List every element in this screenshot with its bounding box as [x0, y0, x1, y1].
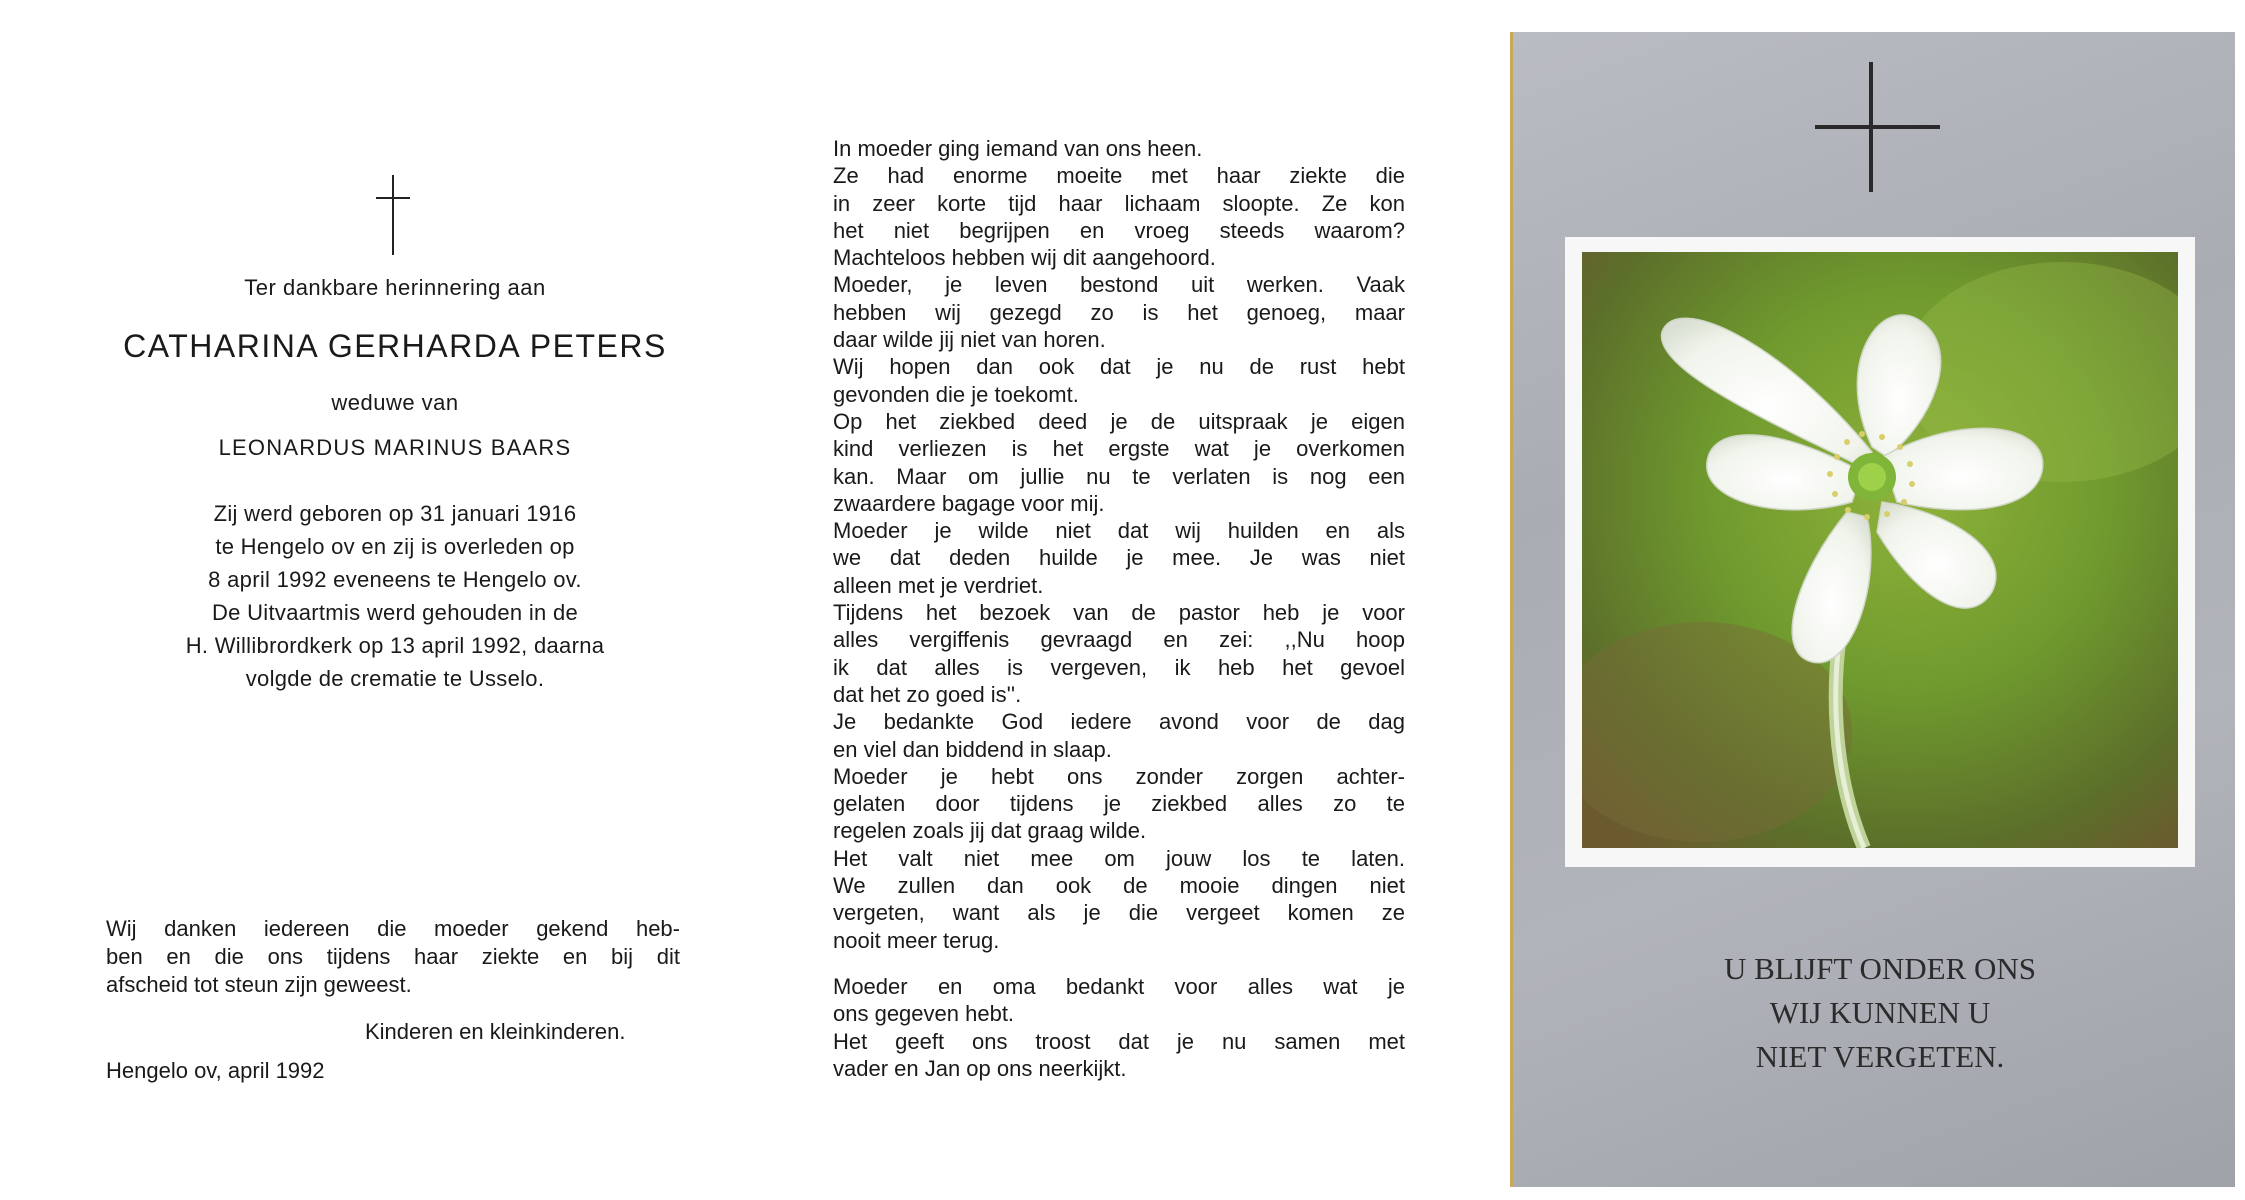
- poem-line: We zullen dan ook de mooie dingen niet: [833, 873, 1405, 899]
- motto-line: NIET VERGETEN.: [1755, 1039, 2005, 1074]
- poem-line: ik dat alles is vergeven, ik heb het gevoel: [833, 654, 1405, 680]
- poem-line: nooit meer terug.: [833, 927, 1000, 953]
- poem-line: Het valt niet mee om jouw los te laten.: [833, 845, 1405, 871]
- poem-line: vergeten, want als je die vergeet komen ze: [833, 900, 1405, 926]
- husband-name: LEONARDUS MARINUS BAARS: [218, 435, 572, 460]
- place-date: Hengelo ov, april 1992: [106, 1058, 325, 1083]
- widow-of-text: weduwe van: [331, 390, 459, 415]
- poem-line: alles vergiffenis gevraagd en zei: ,,Nu hoop: [833, 627, 1405, 653]
- poem-line: daar wilde jij niet van horen.: [833, 327, 1106, 353]
- poem-line: regelen zoals jij dat graag wilde.: [833, 818, 1147, 844]
- thanks-paragraph: [106, 915, 680, 999]
- poem-line: kan. Maar om jullie nu te verlaten is nog een: [833, 463, 1405, 489]
- thanks-line: Wij danken iedereen die moeder gekend heb-: [106, 916, 680, 941]
- motto-line: WIJ KUNNEN U: [1769, 995, 1991, 1030]
- left-panel: [0, 0, 790, 1200]
- deceased-name: CATHARINA GERHARDA PETERS: [123, 328, 667, 364]
- poem-line: Ze had enorme moeite met haar ziekte die: [833, 163, 1405, 189]
- signature: Kinderen en kleinkinderen.: [365, 1019, 626, 1044]
- bio-line: volgde de crematie te Usselo.: [245, 666, 545, 691]
- poem-line: alleen met je verdriet.: [833, 572, 1044, 598]
- poem-line: Moeder en oma bedankt voor alles wat je: [833, 973, 1405, 999]
- poem-line: gevonden die je toekomt.: [833, 381, 1079, 407]
- poem-line: Je bedankte God iedere avond voor de dag: [833, 709, 1405, 735]
- poem-line: Het geeft ons troost dat je nu samen met: [833, 1028, 1405, 1054]
- poem-line: Machteloos hebben wij dit aangehoord.: [833, 245, 1216, 271]
- bio-line: De Uitvaartmis werd gehouden in de: [211, 600, 579, 625]
- bio-line: H. Willibrordkerk op 13 april 1992, daarna: [185, 633, 605, 658]
- poem-line: het niet begrijpen en vroeg steeds waarom?: [833, 217, 1405, 243]
- poem-line: en viel dan biddend in slaap.: [833, 736, 1112, 762]
- poem-line: kind verliezen is het ergste wat je overkomen: [833, 436, 1405, 462]
- bio-line: Zij werd geboren op 31 januari 1916: [213, 501, 577, 526]
- flower-photo: [1582, 252, 2178, 848]
- poem-line: In moeder ging iemand van ons heen.: [833, 136, 1203, 161]
- poem-text: [833, 135, 1405, 1082]
- poem-line: we dat deden huilde je mee. Je was niet: [833, 545, 1405, 571]
- bio-line: te Hengelo ov en zij is overleden op: [215, 534, 575, 559]
- poem-line: hebben wij gezegd zo is het genoeg, maar: [833, 299, 1405, 325]
- dedication-text: Ter dankbare herinnering aan: [244, 275, 546, 300]
- poem-line: gelaten door tijdens je ziekbed alles zo te: [833, 791, 1405, 817]
- thanks-line: afscheid tot steun zijn geweest.: [106, 972, 412, 997]
- cross-icon-large: [1815, 62, 1940, 192]
- poem-line: vader en Jan op ons neerkijkt.: [833, 1055, 1127, 1081]
- poem-line: zwaardere bagage voor mij.: [833, 490, 1105, 516]
- poem-line: Wij hopen dan ook dat je nu de rust hebt: [833, 354, 1405, 380]
- cross-icon: [372, 175, 414, 255]
- motto: [1565, 947, 2195, 1079]
- poem-line: Tijdens het bezoek van de pastor heb je voor: [833, 600, 1405, 626]
- poem-line: dat het zo goed is''.: [833, 681, 1022, 707]
- poem-line: Op het ziekbed deed je de uitspraak je eigen: [833, 408, 1405, 434]
- thanks-line: ben en die ons tijdens haar ziekte en bij dit: [106, 944, 680, 969]
- poem-line: in zeer korte tijd haar lichaam sloopte. Ze kon: [833, 190, 1405, 216]
- poem-line: ons gegeven hebt.: [833, 1001, 1015, 1027]
- poem-line: Moeder je hebt ons zonder zorgen achter-: [833, 763, 1405, 789]
- poem-line: Moeder je wilde niet dat wij huilden en als: [833, 518, 1405, 544]
- biography: [100, 497, 690, 695]
- bio-line: 8 april 1992 eveneens te Hengelo ov.: [208, 567, 582, 592]
- motto-line: U BLIJFT ONDER ONS: [1723, 951, 2037, 986]
- poem-line: Moeder, je leven bestond uit werken. Vaak: [833, 272, 1405, 298]
